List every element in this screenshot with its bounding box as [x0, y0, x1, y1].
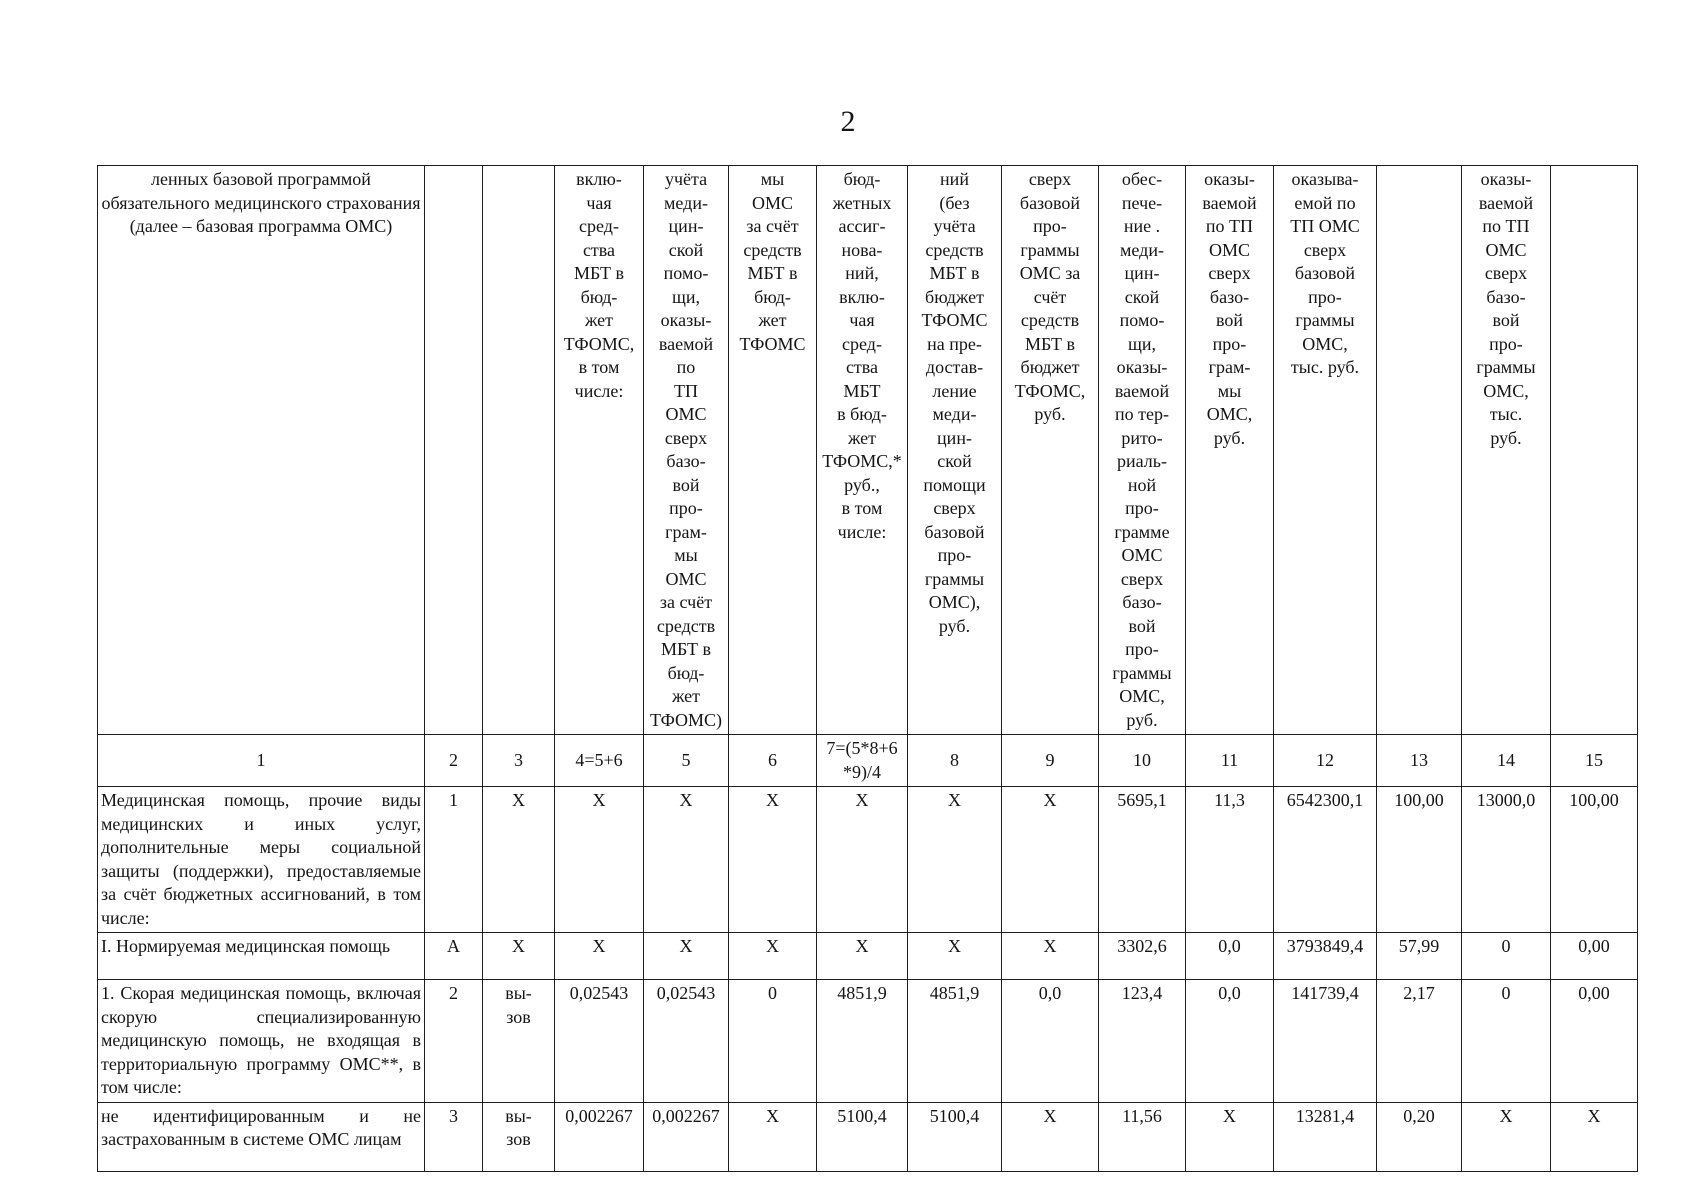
- table-cell: 0,002267: [644, 1102, 729, 1171]
- table-cell: X: [644, 933, 729, 980]
- header-text: сверх базовой про- граммы ОМС за счёт средств МБТ в бюджет ТФОМС, руб.: [1014, 169, 1086, 424]
- header-cell: [1274, 166, 1377, 735]
- table-header-row: [98, 166, 1638, 735]
- table-cell: X: [1551, 1102, 1638, 1171]
- column-number-row: [98, 735, 1638, 787]
- column-number: 12: [1274, 735, 1377, 787]
- table-cell: X: [555, 787, 644, 933]
- header-cell: [483, 166, 555, 735]
- table-cell: 3: [425, 1102, 483, 1171]
- table-cell: 123,4: [1099, 980, 1186, 1103]
- table-cell: 0,0: [1186, 933, 1274, 980]
- table-row: [98, 787, 1638, 933]
- header-text: обес- пече- ние . меди- цин- ской помо- щи, оказы- ваемой по тер- рито- риаль- ной про- грамме ОМС сверх базо- вой про- граммы ОМС, руб.: [1112, 169, 1172, 730]
- table-cell: 5100,4: [817, 1102, 908, 1171]
- header-text: мы ОМС за счёт средств МБТ в бюд- жет ТФОМС: [739, 169, 806, 354]
- table-cell: X: [483, 933, 555, 980]
- table-cell: 0,20: [1377, 1102, 1462, 1171]
- table-cell: 5100,4: [908, 1102, 1002, 1171]
- row-label: I. Нормируемая медицинская помощь: [98, 933, 425, 980]
- column-number: 8: [908, 735, 1002, 787]
- header-text: оказы- ваемой по ТП ОМС сверх базо- вой про- граммы ОМС, тыс. руб.: [1476, 169, 1536, 448]
- table-cell: X: [555, 933, 644, 980]
- table-cell: 0,02543: [644, 980, 729, 1103]
- table-cell: X: [1186, 1102, 1274, 1171]
- header-cell: [644, 166, 729, 735]
- row-label: 1. Скорая медицинская помощь, включая скорую специализированную медицинскую помощь, не входящая в территориальную программу ОМС**, в том числе:: [98, 980, 425, 1103]
- column-number: 10: [1099, 735, 1186, 787]
- column-number: 3: [483, 735, 555, 787]
- table-cell: 0,0: [1186, 980, 1274, 1103]
- header-text: ленных базовой программой обязательного медицинского страхования (далее – базовая программа ОМС): [101, 169, 421, 236]
- column-number: 13: [1377, 735, 1462, 787]
- table-cell: X: [817, 933, 908, 980]
- table-cell: 0,00: [1551, 933, 1638, 980]
- header-text: оказы- ваемой по ТП ОМС сверх базо- вой про- грам- мы ОМС, руб.: [1202, 169, 1257, 448]
- table-cell: 4851,9: [817, 980, 908, 1103]
- table-cell: 5695,1: [1099, 787, 1186, 933]
- table-cell: X: [729, 933, 817, 980]
- table-cell: 13000,0: [1462, 787, 1551, 933]
- table-cell: 57,99: [1377, 933, 1462, 980]
- column-number: 1: [98, 735, 425, 787]
- table-row: [98, 980, 1638, 1103]
- table-cell: X: [908, 787, 1002, 933]
- header-cell: [1099, 166, 1186, 735]
- table-cell: X: [1002, 933, 1099, 980]
- table-cell: 11,3: [1186, 787, 1274, 933]
- table-cell: 2,17: [1377, 980, 1462, 1103]
- table-cell: 0,02543: [555, 980, 644, 1103]
- table-cell: 141739,4: [1274, 980, 1377, 1103]
- header-text: оказыва- емой по ТП ОМС сверх базовой про- граммы ОМС, тыс. руб.: [1290, 169, 1360, 377]
- header-cell: [425, 166, 483, 735]
- table-cell: X: [729, 1102, 817, 1171]
- table-cell: 0,00: [1551, 980, 1638, 1103]
- table-cell: 13281,4: [1274, 1102, 1377, 1171]
- table-cell: 0: [1462, 980, 1551, 1103]
- table-cell: 11,56: [1099, 1102, 1186, 1171]
- header-text: вклю- чая сред- ства МБТ в бюд- жет ТФОМС, в том числе:: [563, 169, 635, 401]
- header-cell: [1186, 166, 1274, 735]
- column-number: 7=(5*8+6 *9)/4: [817, 735, 908, 787]
- table-cell: X: [1002, 787, 1099, 933]
- table-cell: 3302,6: [1099, 933, 1186, 980]
- header-text: бюд- жетных ассиг- нова- ний, вклю- чая сред- ства МБТ в бюд- жет ТФОМС,* руб., в том числе:: [822, 169, 902, 542]
- header-text: ний (без учёта средств МБТ в бюджет ТФОМС на пре- достав- ление меди- цин- ской помощи сверх базовой про- граммы ОМС), руб.: [921, 169, 988, 636]
- table-cell: 0,0: [1002, 980, 1099, 1103]
- row-label: не идентифицированным и не застрахованным в системе ОМС лицам: [98, 1102, 425, 1171]
- table-cell: X: [483, 787, 555, 933]
- budget-table: [97, 165, 1638, 1172]
- column-number: 11: [1186, 735, 1274, 787]
- table-cell: X: [908, 933, 1002, 980]
- table-cell: 100,00: [1377, 787, 1462, 933]
- table-cell: 4851,9: [908, 980, 1002, 1103]
- header-cell: [908, 166, 1002, 735]
- table-cell: 0,002267: [555, 1102, 644, 1171]
- header-cell: [1462, 166, 1551, 735]
- header-cell: [729, 166, 817, 735]
- header-cell: [98, 166, 425, 735]
- table-cell: 2: [425, 980, 483, 1103]
- table-cell: X: [644, 787, 729, 933]
- table-cell: X: [729, 787, 817, 933]
- header-cell: [1551, 166, 1638, 735]
- table-cell: вы- зов: [483, 980, 555, 1103]
- table-cell: X: [817, 787, 908, 933]
- header-cell: [1377, 166, 1462, 735]
- header-text: учёта меди- цин- ской помо- щи, оказы- ваемой по ТП ОМС сверх базо- вой про- грам- мы ОМС за счёт средств МБТ в бюд- жет ТФОМС): [649, 169, 723, 730]
- header-cell: [1002, 166, 1099, 735]
- column-number: 15: [1551, 735, 1638, 787]
- table-cell: 3793849,4: [1274, 933, 1377, 980]
- column-number: 14: [1462, 735, 1551, 787]
- table-cell: А: [425, 933, 483, 980]
- column-number: 4=5+6: [555, 735, 644, 787]
- table-cell: 1: [425, 787, 483, 933]
- page-number: 2: [840, 105, 856, 138]
- column-number: 6: [729, 735, 817, 787]
- table-cell: 6542300,1: [1274, 787, 1377, 933]
- column-number: 2: [425, 735, 483, 787]
- table-cell: X: [1002, 1102, 1099, 1171]
- table-cell: 100,00: [1551, 787, 1638, 933]
- table-row: [98, 1102, 1638, 1171]
- table-row: [98, 933, 1638, 980]
- header-cell: [817, 166, 908, 735]
- column-number: 5: [644, 735, 729, 787]
- table-cell: вы- зов: [483, 1102, 555, 1171]
- table-cell: 0: [1462, 933, 1551, 980]
- column-number: 9: [1002, 735, 1099, 787]
- table-cell: X: [1462, 1102, 1551, 1171]
- table-cell: 0: [729, 980, 817, 1103]
- row-label: Медицинская помощь, прочие виды медицинских и иных услуг, дополнительные меры социальной защиты (поддержки), предоставляемые за счёт бюджетных ассигнований, в том числе:: [98, 787, 425, 933]
- header-cell: [555, 166, 644, 735]
